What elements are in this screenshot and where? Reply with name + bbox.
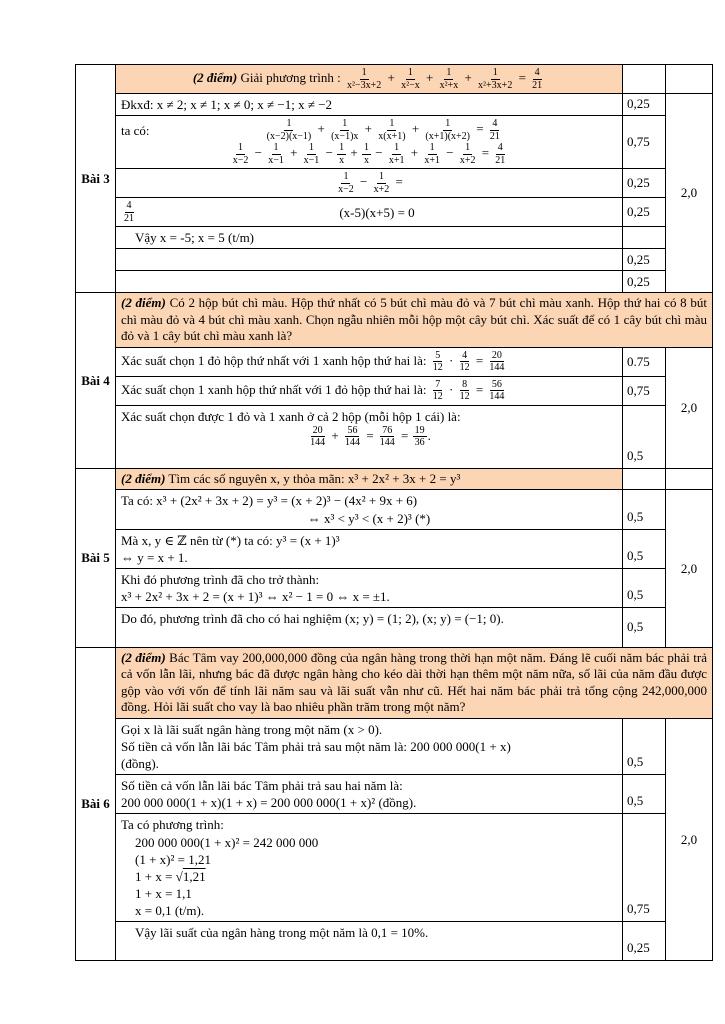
fraction: $\frac{1}{(x-2)(x-1)}$ — [266, 118, 312, 142]
fraction: $\frac{1}{\text{x²−3x+2}}$ — [346, 67, 382, 91]
solution-cell — [116, 775, 623, 814]
fraction: $\frac{1}{\text{x²+x}}$ — [439, 67, 459, 91]
solution-row — [76, 198, 713, 227]
fraction: $\frac{4}{12}$ — [459, 349, 470, 374]
fraction: $\frac{56}{144}$ — [489, 378, 505, 403]
solution-cell — [116, 814, 623, 922]
fraction: $\frac{8}{12}$ — [459, 378, 470, 403]
points-value: 0,75 — [623, 814, 666, 922]
solution-line: Xác suất chọn 1 đỏ hộp thứ nhất với 1 xanh hộp thứ hai là: $\frac{5}{12}$ · $\frac{4}{12}$ = $\frac{20}{144}$ — [121, 350, 617, 374]
solution-line: Gọi x là lãi suất ngân hàng trong một năm (x > 0). — [121, 721, 383, 737]
solution-line: Số tiền cả vốn lẫn lãi bác Tâm phải trả sau một năm là: 200 000 000(1 + x) — [121, 738, 511, 754]
total-points: 2,0 — [666, 94, 713, 293]
solution-cell — [116, 271, 623, 293]
solution-line: $\frac{1}{x-2}$ − $\frac{1}{x+2}$ = — [121, 171, 617, 195]
solution-cell — [116, 529, 623, 568]
solution-cell — [116, 116, 623, 169]
solution-line: Số tiền cả vốn lẫn lãi bác Tâm phải trả sau hai năm là: — [121, 778, 403, 794]
solution-cell — [116, 608, 623, 647]
solution-line: Ta có phương trình: — [121, 817, 224, 833]
solution-line: 200 000 000(1 + x)(1 + x) = 200 000 000(1 + x)² (đồng). — [121, 795, 417, 811]
solution-row — [76, 569, 713, 608]
solution-row — [76, 490, 713, 529]
solution-cell — [116, 490, 623, 529]
total-points: 2,0 — [666, 347, 713, 468]
answer-key-table — [75, 64, 713, 961]
fraction: $\frac{5}{12}$ — [432, 349, 443, 374]
fraction: $\frac{1}{x+2}$ — [459, 142, 476, 166]
solution-line — [121, 118, 617, 142]
solution-line — [121, 200, 617, 224]
points-value: 0,5 — [623, 569, 666, 608]
points-value: 0,5 — [623, 718, 666, 774]
solution-line — [121, 628, 617, 645]
problem-statement: (2 điểm) Có 2 hộp bút chì màu. Hộp thứ nhất có 5 bút chì màu đỏ và 7 bút chì màu xanh. Hộp thứ hai có 8 bút chì màu đỏ và 4 bút chì màu xanh. Chọn ngẫu nhiên mỗi hộp một cây bút chì. Xác suất để có 1 cây bút chì màu đỏ và 1 cây bút chì màu xanh là? — [116, 293, 713, 348]
solution-cell — [116, 718, 623, 774]
fraction: $\frac{1}{x-1}$ — [303, 142, 320, 166]
empty-total-cell — [666, 65, 713, 94]
solution-cell — [116, 169, 623, 198]
solution-cell — [116, 94, 623, 116]
solution-row — [76, 116, 713, 169]
fraction: $\frac{7}{12}$ — [432, 378, 443, 403]
points-value: 0.75 — [623, 347, 666, 376]
solution-line — [121, 273, 617, 290]
solution-row — [76, 271, 713, 293]
points-value — [623, 227, 666, 249]
solution-line: Xác suất chọn được 1 đỏ và 1 xanh ở cả 2 hộp (mỗi hộp 1 cái) là: — [121, 408, 461, 424]
solution-line — [121, 251, 617, 268]
fraction: $\frac{1}{(x-1)x}$ — [331, 118, 359, 142]
points-value: 0,25 — [623, 94, 666, 116]
solution-line: Vậy x = -5; x = 5 (t/m) — [135, 230, 255, 246]
sqrt-vinculum: 1,21 — [182, 868, 206, 884]
points-value: 0,5 — [623, 529, 666, 568]
problem-header-row — [76, 468, 713, 490]
problem-label: Bài 4 — [76, 293, 116, 469]
empty-points-cell — [623, 65, 666, 94]
fraction: $\frac{19}{36}$ — [414, 424, 425, 449]
solution-line: Mà x, y ∈ ℤ nên từ (*) ta có: y³ = (x + 1)³ — [121, 532, 340, 548]
solution-line — [121, 941, 617, 958]
solution-cell — [116, 249, 623, 271]
fraction: $\frac{1}{x+1}$ — [388, 142, 405, 166]
solution-line — [121, 449, 617, 466]
points-value: 0,25 — [623, 922, 666, 961]
solution-cell — [116, 405, 623, 468]
solution-line: Khi đó phương trình đã cho trở thành: — [121, 572, 320, 588]
solution-row — [76, 775, 713, 814]
points-value: 0,25 — [623, 169, 666, 198]
points-value: 0,25 — [623, 271, 666, 293]
solution-line: x = 0,1 (t/m). — [135, 903, 205, 919]
fraction: $\frac{56}{144}$ — [344, 424, 360, 449]
solution-row — [76, 376, 713, 405]
fraction: $\frac{4}{21}$ — [124, 200, 134, 224]
fraction: $\frac{1}{x-2}$ — [232, 142, 249, 166]
points-value: 0,75 — [623, 376, 666, 405]
total-points: 2,0 — [666, 490, 713, 647]
solution-line: (đồng). — [121, 755, 159, 771]
fraction: $\frac{1}{x}$ — [364, 142, 369, 166]
solution-cell — [116, 198, 623, 227]
problem-header-row — [76, 647, 713, 718]
points-value: 0,5 — [623, 405, 666, 468]
fraction: $\frac{20}{144}$ — [310, 424, 326, 449]
empty-total-cell — [666, 468, 713, 490]
fraction: $\frac{1}{x+2}$ — [373, 171, 390, 195]
solution-cell — [116, 376, 623, 405]
total-points: 2,0 — [666, 718, 713, 961]
solution-line: Vậy lãi suất của ngân hàng trong một năm là 0,1 = 10%. — [135, 925, 429, 941]
fraction: $\frac{1}{\text{x²+3x+2}}$ — [478, 67, 513, 91]
solution-line: $\frac{20}{144}$ + $\frac{56}{144}$ = $\frac{76}{144}$ = $\frac{19}{36}$ . — [121, 425, 617, 449]
problem-header-row — [76, 293, 713, 348]
points-value: 0,5 — [623, 608, 666, 647]
fraction: $\frac{1}{x(x+1)}$ — [378, 118, 406, 142]
solution-row — [76, 608, 713, 647]
solution-row — [76, 405, 713, 468]
fraction: $\frac{1}{x}$ — [339, 142, 345, 166]
problem-statement: (2 điểm) Bác Tâm vay 200,000,000 đồng của ngân hàng trong thời hạn một năm. Đáng lẽ cuối năm bác phải trả cả vốn lẫn lãi, nhưng bác đã được ngân hàng cho kéo dài thời hạn thêm một năm nữa, số lãi của năm đầu được gộp vào với vốn để tính lãi năm sau và lãi suất vẫn như cũ. Hết hai năm bác phải trả tổng cộng 242,000,000 đồng. Hỏi lãi suất cho vay là bao nhiêu phần trăm trong một năm? — [116, 647, 713, 718]
line-equation: $\frac{1}{(x-2)(x-1)}$ + $\frac{1}{(x-1)x}$ + $\frac{1}{x(x+1)}$ + $\frac{1}{(x+1)(x+2)}$ = $\frac{4}{21}$ — [150, 118, 617, 142]
solution-row — [76, 249, 713, 271]
solution-row — [76, 94, 713, 116]
solution-line: x³ + 2x² + 3x + 2 = (x + 1)³ ⇔ x² − 1 = 0 ⇔ x = ±1. — [121, 589, 390, 605]
solution-line: Ta có: x³ + (2x² + 3x + 2) = y³ = (x + 2)³ − (4x² + 9x + 6) — [121, 493, 418, 509]
solution-cell — [116, 227, 623, 249]
solution-line: 200 000 000(1 + x)² = 242 000 000 — [135, 834, 319, 850]
solution-cell — [116, 569, 623, 608]
solution-row — [76, 227, 713, 249]
line-label: ta có: — [121, 122, 150, 138]
problem-label: Bài 3 — [76, 65, 116, 293]
solution-line: Đkxđ: x ≠ 2; x ≠ 1; x ≠ 0; x ≠ −1; x ≠ −2 — [121, 97, 333, 112]
solution-row — [76, 347, 713, 376]
points-value: 0,75 — [623, 116, 666, 169]
problem-label: Bài 5 — [76, 468, 116, 647]
solution-row — [76, 169, 713, 198]
fraction: $\frac{1}{\text{x²−x}}$ — [401, 67, 420, 91]
points-badge: (2 điểm) — [121, 470, 166, 486]
fraction: $\frac{4}{21}$ — [532, 67, 543, 91]
problem-statement: (2 điểm) Giải phương trình : $\frac{1}{\text{x²−3x+2}}$ + $\frac{1}{\text{x²−x}}$ + $\frac{1}{\text{x²+x}}$ + $\frac{1}{\text{x²+3x+2}}$ = $\frac{4}{21}$ — [116, 65, 623, 94]
problem-statement: (2 điểm) Tìm các số nguyên x, y thỏa mãn: x³ + 2x² + 3x + 2 = y³ — [116, 468, 623, 490]
problem-label: Bài 6 — [76, 647, 116, 961]
points-value: 0,5 — [623, 490, 666, 529]
points-value: 0,25 — [623, 249, 666, 271]
points-badge: (2 điểm) — [192, 69, 238, 85]
points-badge: (2 điểm) — [121, 649, 166, 665]
solution-line: (1 + x)² = 1,21 — [135, 851, 211, 867]
fraction: $\frac{1}{x-2}$ — [338, 171, 354, 195]
solution-cell — [116, 347, 623, 376]
solution-line: $\frac{1}{x-2}$ − $\frac{1}{x-1}$ + $\frac{1}{x-1}$ − $\frac{1}{x}$ + $\frac{1}{x}$ − $\frac{1}{x+1}$ + $\frac{1}{x+1}$ − $\frac{1}{x+2}$ = $\frac{4}{21}$ — [121, 142, 617, 166]
fraction: $\frac{1}{x-1}$ — [268, 142, 284, 166]
solution-line: 1 + x = 1,1 — [135, 885, 192, 901]
solution-line: Xác suất chọn 1 xanh hộp thứ nhất với 1 đỏ hộp thứ hai là: $\frac{7}{12}$ · $\frac{8}{12}$ = $\frac{56}{144}$ — [121, 379, 617, 403]
solution-line: ⇔ y = x + 1. — [121, 549, 188, 565]
points-badge: (2 điểm) — [121, 295, 166, 311]
solution-row — [76, 529, 713, 568]
points-value: 0,5 — [623, 775, 666, 814]
line-equation: (x-5)(x+5) = 0 — [339, 204, 415, 220]
solution-row — [76, 814, 713, 922]
fraction: $\frac{4}{21}$ — [489, 118, 500, 142]
line-label — [121, 200, 137, 224]
fraction: $\frac{4}{21}$ — [495, 142, 506, 166]
solution-cell — [116, 922, 623, 961]
solution-row — [76, 922, 713, 961]
fraction: $\frac{1}{x+1}$ — [424, 142, 440, 166]
points-value: 0,25 — [623, 198, 666, 227]
fraction: $\frac{20}{144}$ — [489, 349, 505, 374]
solution-line: Do đó, phương trình đã cho có hai nghiệm (x; y) = (1; 2), (x; y) = (−1; 0). — [121, 611, 504, 627]
solution-line: ⇔ x³ < y³ < (x + 2)³ (*) — [307, 510, 431, 526]
solution-row — [76, 718, 713, 774]
answer-key-body — [76, 65, 713, 961]
solution-line: 1 + x = √1,21 — [135, 868, 206, 884]
empty-points-cell — [623, 468, 666, 490]
problem-header-row — [76, 65, 713, 94]
fraction: $\frac{1}{(x+1)(x+2)}$ — [425, 118, 471, 142]
fraction: $\frac{76}{144}$ — [379, 424, 395, 449]
